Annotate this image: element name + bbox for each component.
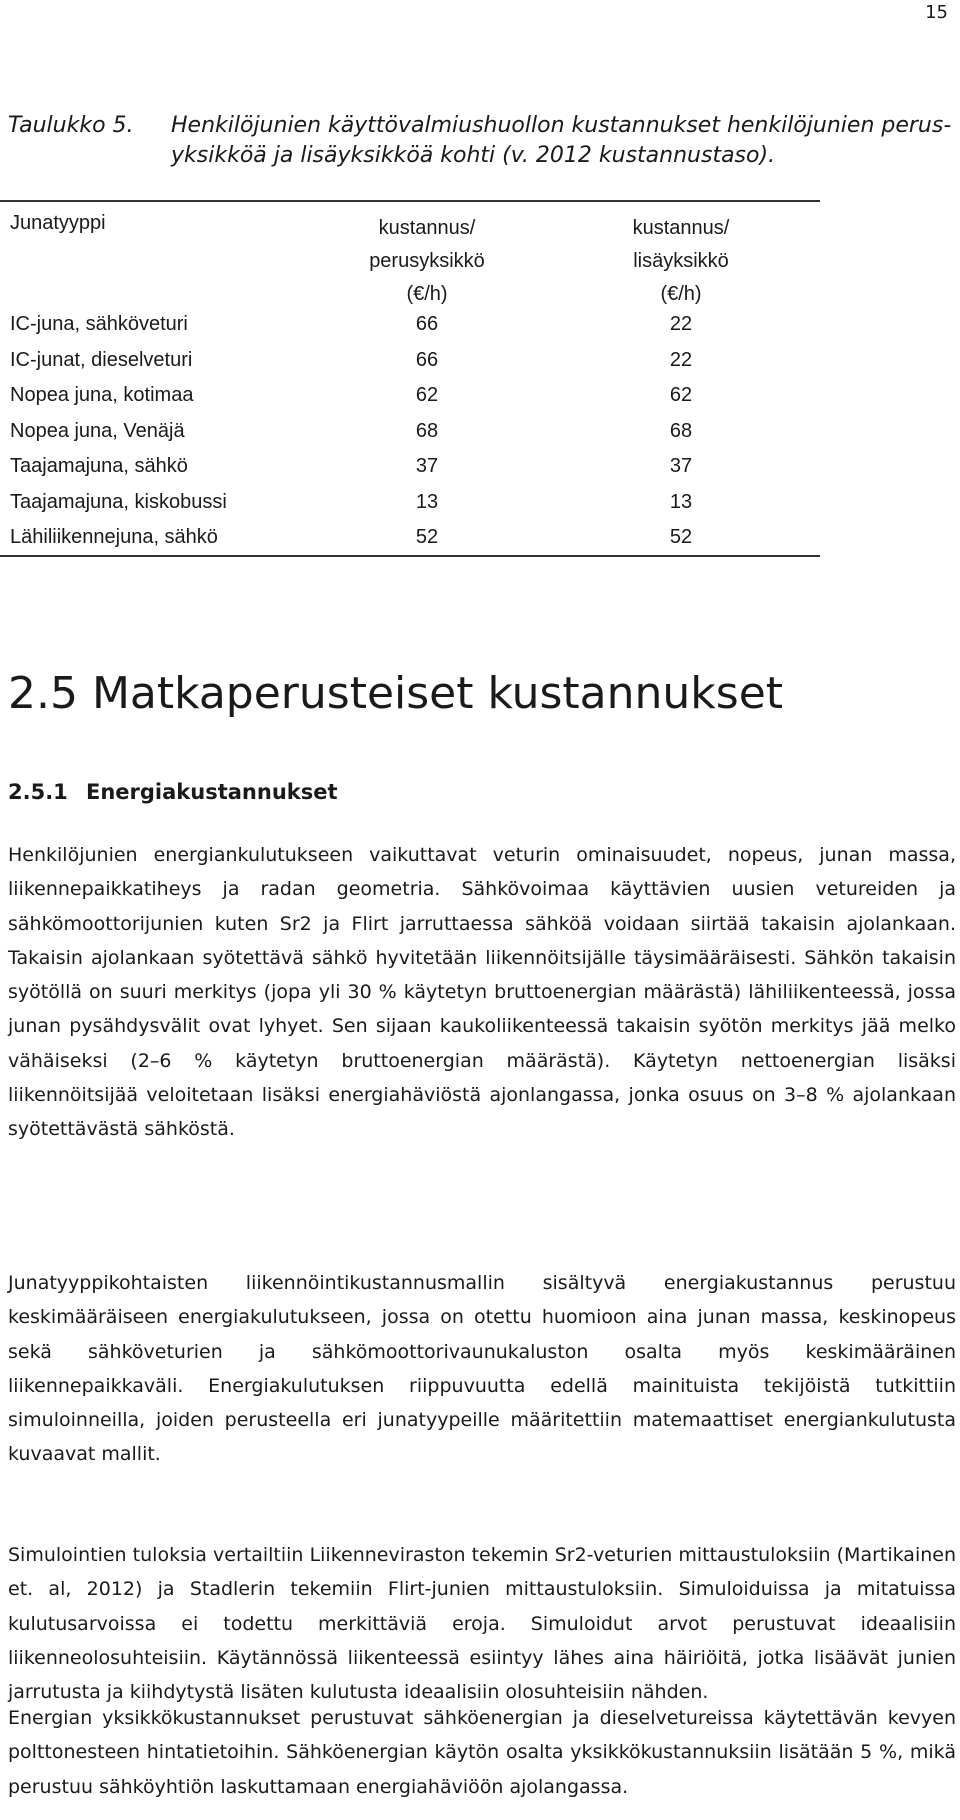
cell-base-cost: 66 (415, 348, 439, 371)
paragraph-simulation-results: Simulointien tuloksia vertailtiin Liikenneviraston tekemin Sr2-veturien mittaustuloksiin (Martikainen et. al, 2012) ja Stadlerin tekemiin Flirt-junien mittaustuloksiin. Simuloiduissa ja mitatuissa kulutusarvoissa ei todettu merkittäviä eroja. Simuloidut arvot perustuvat ideaalisiin liikenneolosuhteisiin. Käytännössä liikenteessä esiintyy lähes aina häiriöitä, jotka lisäävät junien jarrutusta ja kiihdytystä lisäten kulutusta ideaalisiin olosuhteisiin nähden. (8, 1544, 956, 1704)
table-caption (8, 111, 953, 171)
header-extra-line-2: lisäyksikkö (633, 250, 729, 272)
paragraph-energy-factors: Henkilöjunien energiankulutukseen vaikuttavat veturin ominaisuudet, nopeus, junan massa, liikennepaikkatiheys ja radan geometria. Sähkövoimaa käyttävien uusien vetureiden ja sähkömoottorijunien kuten Sr2 ja Flirt jarruttaessa sähköä voidaan siirtää takaisin ajolankaan. Takaisin ajolankaan syötettävä sähkö hyvitetään liikennöitsijälle täysimääräisesti. Sähkön takaisin syötöllä on suuri merkitys (jopa yli 30 % käytetyn bruttoenergian määrästä) lähiliikenteessä, jossa junan pysähdysvälit ovat lyhyet. Sen sijaan kaukoliikenteessä takaisin syötön merkitys jää melko vähäiseksi (2–6 % käytetyn bruttoenergian määrästä). Käytetyn nettoenergian lisäksi liikennöitsijää veloitetaan lisäksi energiahäviöstä ajonlangassa, jonka osuus on 3–8 % ajolankaan syötettävästä sähköstä. (8, 844, 956, 1141)
cell-extra-cost: 22 (669, 313, 693, 335)
subsection-title: Energiakustannukset (86, 780, 338, 804)
cell-base-cost: 62 (415, 384, 439, 406)
table-caption-text: Henkilöjunien käyttövalmiushuollon kustannukset henkilöjunien perus-yksikköä ja lisäyksikköä kohti (v. 2012 kustannustaso). (171, 113, 952, 168)
header-extra-line-3: (€/h) (660, 283, 702, 305)
header-base-unit-cost (322, 212, 532, 311)
subsection-heading (8, 780, 338, 804)
cell-extra-cost: 52 (669, 526, 693, 548)
cell-base-cost: 13 (415, 490, 439, 513)
cell-train-type: Nopea juna, Venäjä (10, 419, 185, 442)
table-header (0, 212, 820, 312)
header-base-line-1: kustannus/ (378, 217, 476, 239)
table-top-rule (0, 200, 820, 202)
cell-base-cost: 68 (415, 419, 439, 442)
table-row (0, 486, 820, 522)
header-extra-unit-cost (576, 212, 786, 311)
table-row (0, 344, 820, 380)
cell-extra-cost: 22 (669, 348, 693, 371)
cell-train-type: Nopea juna, kotimaa (10, 384, 194, 406)
cell-extra-cost: 37 (669, 455, 693, 477)
header-extra-line-1: kustannus/ (632, 217, 730, 239)
header-train-type: Junatyyppi (10, 212, 106, 234)
paragraph-unit-costs: Energian yksikkökustannukset perustuvat sähköenergian ja dieselvetureissa käytettävän kevyen polttonesteen hintatietoihin. Sähköenergian käytön osalta yksikkökustannuksiin lisätään 5 %, mikä perustuu sähköyhtiön laskuttamaan energiahäviöön ajolangassa. (8, 1707, 956, 1798)
table-row (0, 379, 820, 415)
cell-extra-cost: 62 (669, 384, 693, 406)
cell-train-type: Taajamajuna, kiskobussi (10, 490, 227, 513)
table-caption-label: Taulukko 5. (8, 113, 134, 138)
page-number: 15 (925, 2, 948, 23)
header-base-line-2: perusyksikkö (369, 250, 485, 272)
header-base-line-3: (€/h) (406, 283, 448, 305)
cell-base-cost: 37 (415, 455, 439, 477)
table-row (0, 308, 820, 344)
cell-base-cost: 52 (415, 526, 439, 548)
table-row (0, 521, 820, 557)
table-body (0, 308, 820, 557)
table-row (0, 415, 820, 451)
section-heading: 2.5 Matkaperusteiset kustannukset (8, 668, 784, 719)
cell-base-cost: 66 (415, 313, 439, 335)
table-row (0, 450, 820, 486)
cell-train-type: IC-juna, sähköveturi (10, 313, 188, 335)
cell-train-type: Lähiliikennejuna, sähkö (10, 526, 218, 548)
cell-extra-cost: 68 (669, 419, 693, 442)
paragraph-energy-cost-model: Junatyyppikohtaisten liikennöintikustannusmallin sisältyvä energiakustannus perustuu keskimääräiseen energiakulutukseen, jossa on otettu huomioon aina junan massa, keskinopeus sekä sähköveturien ja sähkömoottorivaunukaluston osalta myös keskimääräinen liikennepaikkaväli. Energiakulutuksen riippuvuutta edellä mainituista tekijöistä tutkittiin simuloinneilla, joiden perusteella eri junatyypeille määritettiin matemaattiset energiankulutusta kuvaavat mallit. (8, 1272, 956, 1466)
cell-extra-cost: 13 (669, 490, 693, 513)
table-bottom-rule (0, 555, 820, 557)
subsection-number: 2.5.1 (8, 780, 68, 804)
cell-train-type: Taajamajuna, sähkö (10, 455, 188, 477)
cell-train-type: IC-junat, dieselveturi (10, 348, 193, 371)
